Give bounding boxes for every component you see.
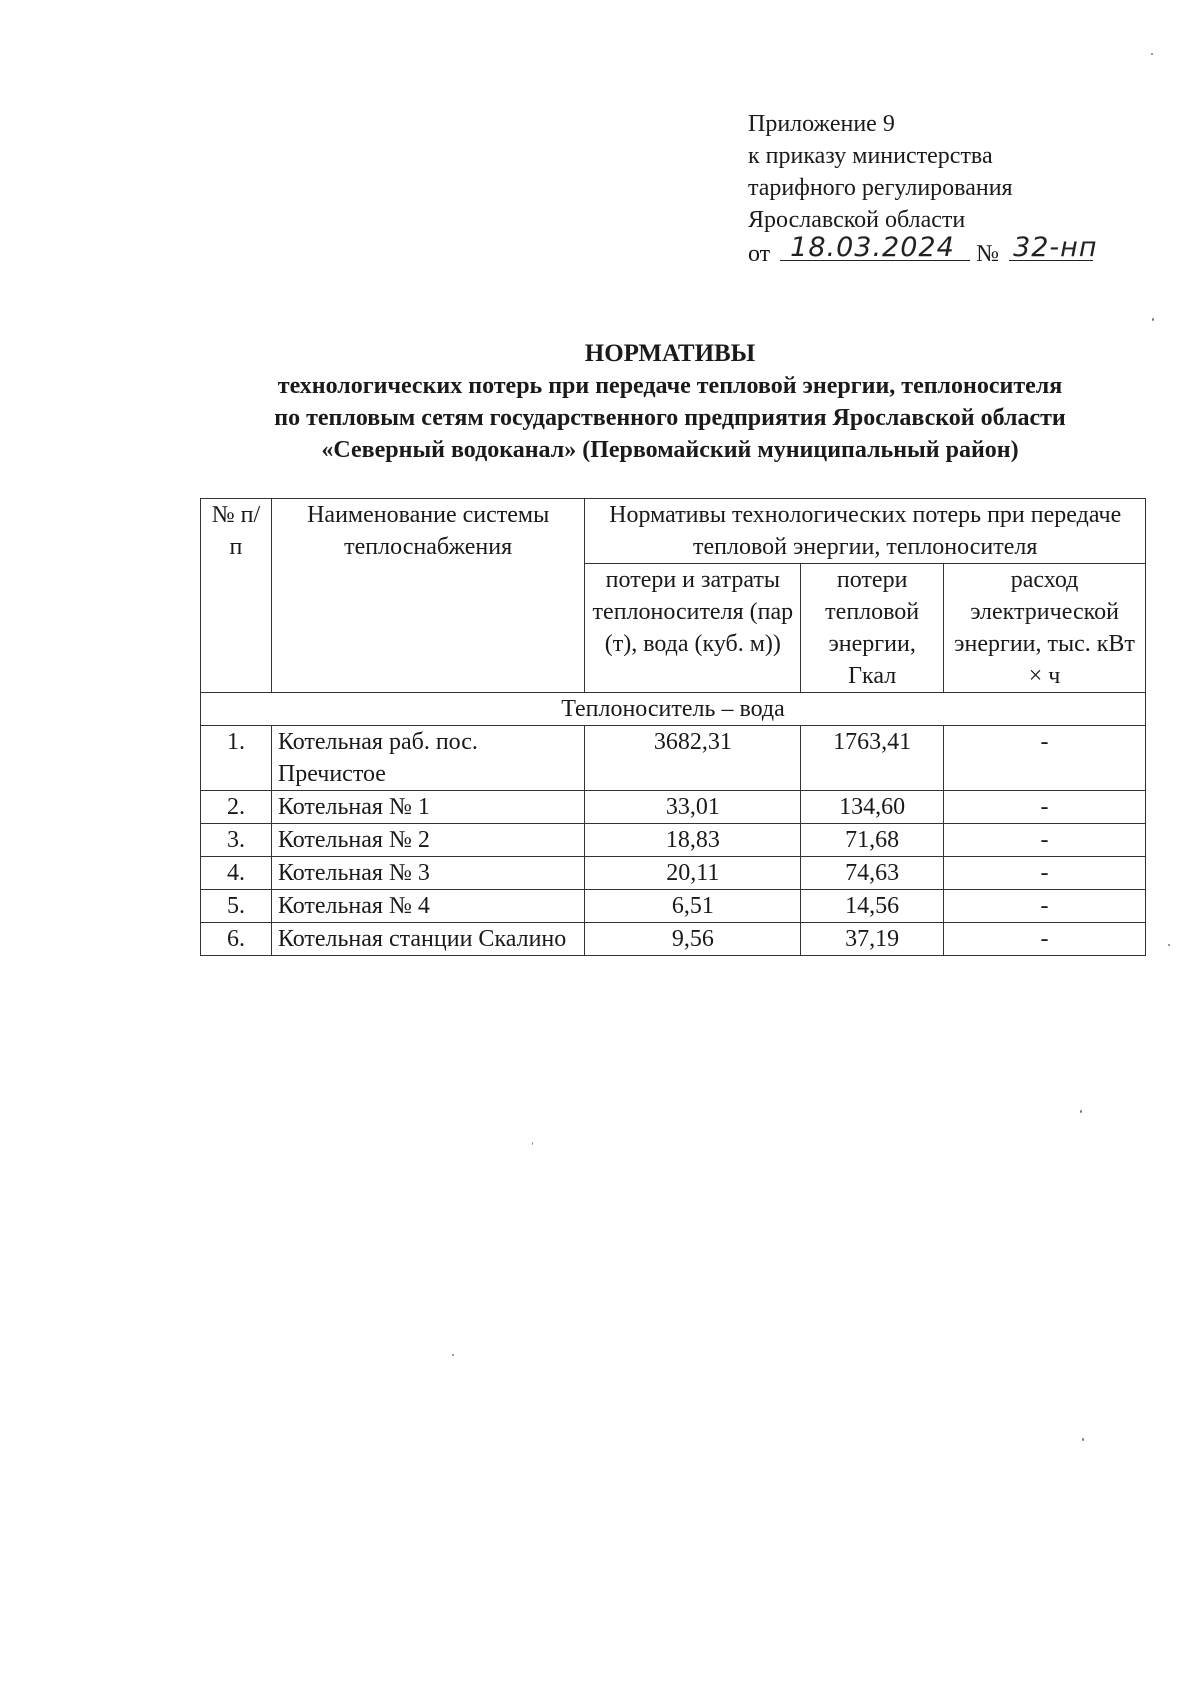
- row-electricity: -: [944, 824, 1146, 857]
- row-electricity: -: [944, 890, 1146, 923]
- header-row-1: [201, 499, 1146, 564]
- title-line-3: «Северный водоканал» (Первомайский муниципальный район): [321, 437, 1019, 463]
- table-row: [201, 923, 1146, 956]
- scan-speck: [1082, 1438, 1084, 1441]
- header-num: № п/п: [201, 499, 272, 693]
- row-electricity: -: [944, 923, 1146, 956]
- row-num: 4.: [201, 857, 272, 890]
- title-line-1: технологических потерь при передаче тепловой энергии, теплоносителя: [277, 373, 1063, 399]
- appendix-line-4: Ярославской области: [748, 207, 966, 233]
- appendix-line-3: тарифного регулирования: [748, 175, 1013, 201]
- table-row: [201, 791, 1146, 824]
- scan-speck: [532, 1142, 533, 1145]
- scan-speck: [1080, 1110, 1082, 1113]
- appendix-header: [748, 108, 1098, 270]
- row-loss-carrier: 6,51: [585, 890, 801, 923]
- table-row: [201, 890, 1146, 923]
- number-label: №: [976, 241, 1000, 267]
- header-name: Наименование системы теплоснабжения: [271, 499, 585, 693]
- title-line-2: по тепловым сетям государственного предприятия Ярославской области: [274, 405, 1066, 431]
- section-label: Теплоноситель – вода: [201, 693, 1146, 726]
- row-loss-heat: 1763,41: [801, 726, 944, 791]
- row-num: 3.: [201, 824, 272, 857]
- row-name: Котельная станции Скалино: [271, 923, 585, 956]
- row-name: Котельная № 1: [271, 791, 585, 824]
- row-loss-heat: 14,56: [801, 890, 944, 923]
- row-loss-carrier: 18,83: [585, 824, 801, 857]
- row-num: 2.: [201, 791, 272, 824]
- section-row: [201, 693, 1146, 726]
- row-name: Котельная раб. пос. Пречистое: [271, 726, 585, 791]
- row-loss-heat: 74,63: [801, 857, 944, 890]
- norms-table: [200, 498, 1146, 956]
- appendix-line-1: Приложение 9: [748, 111, 895, 137]
- handwritten-number: 32-нп: [1013, 232, 1098, 263]
- appendix-line-2: к приказу министерства: [748, 143, 993, 169]
- row-electricity: -: [944, 791, 1146, 824]
- header-loss-carrier: потери и затраты теплоносителя (пар (т), вода (куб. м)): [585, 564, 801, 693]
- table-row: [201, 824, 1146, 857]
- order-date-number: [748, 232, 1098, 270]
- row-loss-heat: 134,60: [801, 791, 944, 824]
- row-name: Котельная № 3: [271, 857, 585, 890]
- from-label: от: [748, 241, 771, 267]
- scan-speck: [1151, 53, 1153, 55]
- table-body: [201, 726, 1146, 956]
- row-num: 5.: [201, 890, 272, 923]
- row-num: 1.: [201, 726, 272, 791]
- row-name: Котельная № 2: [271, 824, 585, 857]
- row-loss-heat: 71,68: [801, 824, 944, 857]
- table-row: [201, 726, 1146, 791]
- row-name: Котельная № 4: [271, 890, 585, 923]
- row-loss-carrier: 3682,31: [585, 726, 801, 791]
- date-field: [780, 232, 970, 263]
- row-loss-heat: 37,19: [801, 923, 944, 956]
- handwritten-date: 18.03.2024: [790, 232, 955, 263]
- document-title: [150, 338, 1190, 466]
- header-loss-heat: потери тепловой энергии, Гкал: [801, 564, 944, 693]
- row-electricity: -: [944, 726, 1146, 791]
- row-num: 6.: [201, 923, 272, 956]
- scan-speck: [1152, 318, 1154, 321]
- row-electricity: -: [944, 857, 1146, 890]
- row-loss-carrier: 20,11: [585, 857, 801, 890]
- header-group: Нормативы технологических потерь при передаче тепловой энергии, теплоносителя: [585, 499, 1146, 564]
- scan-speck: [1168, 944, 1170, 946]
- header-electricity: расход электрической энергии, тыс. кВт × ч: [944, 564, 1146, 693]
- scan-speck: [452, 1354, 454, 1356]
- number-field: [1009, 232, 1098, 263]
- row-loss-carrier: 9,56: [585, 923, 801, 956]
- table-row: [201, 857, 1146, 890]
- title-main: НОРМАТИВЫ: [584, 340, 756, 367]
- row-loss-carrier: 33,01: [585, 791, 801, 824]
